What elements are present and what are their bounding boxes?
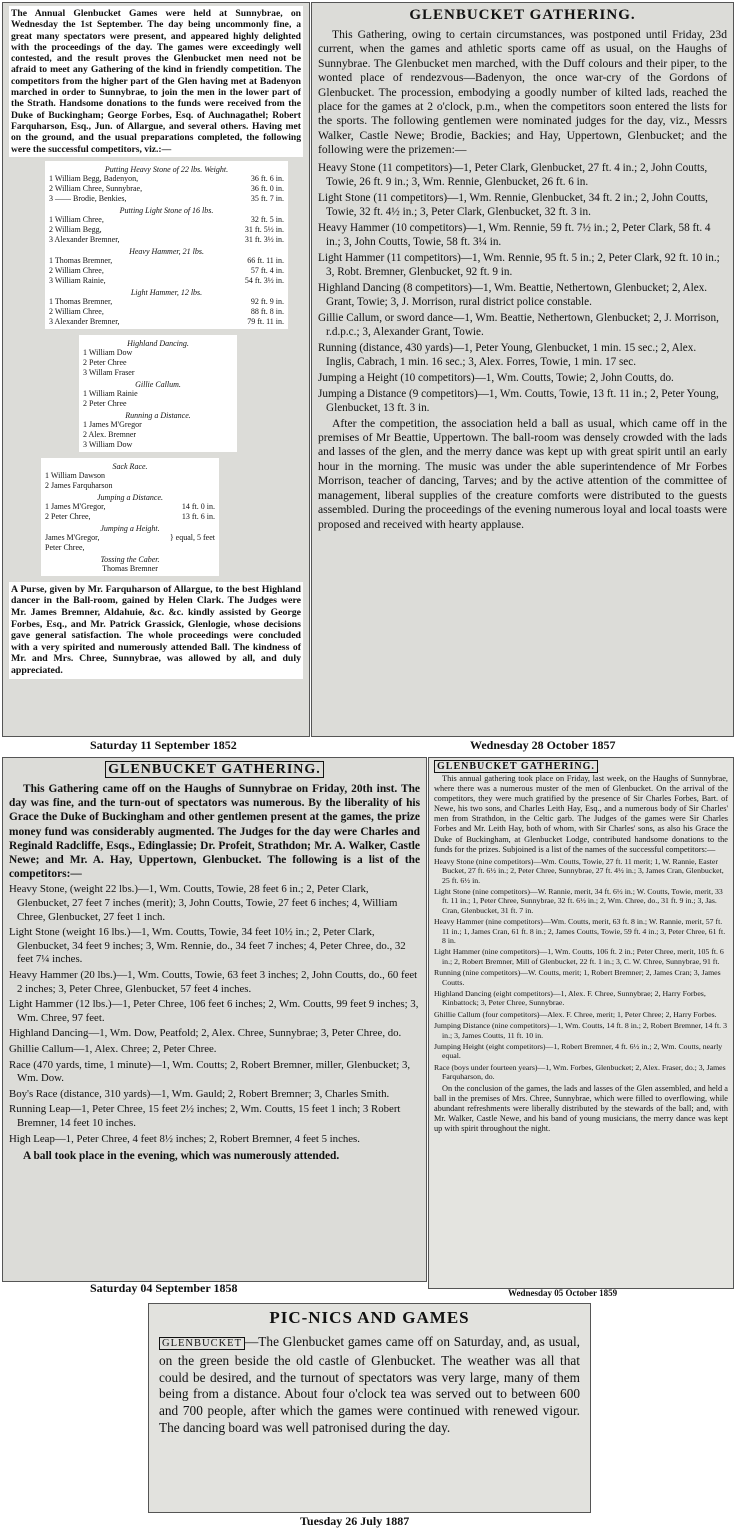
article-1887-text: —The Glenbucket games came off on Saturday, and, as usual, on the green beside the old castle of Glenbucket. The weather was all that could be desired, and the turnout of spectators was very large, many of them being from a distance. About four o'clock tea was served out to between 600 and 700 people, after which the games were continued with renewed vigour. The dancing board was well patronised during the day. xyxy=(159,1334,580,1435)
list-item: 1 William Dawson xyxy=(45,470,105,480)
result-entry: Running (nine competitors)—W. Coutts, merit; 1, Robert Bremner; 2, James Cran; 3, James Coutts. xyxy=(434,968,721,987)
result-entry: Running Leap—1, Peter Chree, 15 feet 2½ inches; 2, Wm. Coutts, 15 feet 1 inch; 3 Robert Bremner, 14 feet 10 inches. xyxy=(9,1103,401,1129)
result-entry: Light Hammer (12 lbs.)—1, Peter Chree, 106 feet 6 inches; 2, Wm. Coutts, 99 feet 9 inches; 3, Wm. Chree, 97 feet. xyxy=(9,998,419,1024)
result-entry: Light Stone (weight 16 lbs.)—1, Wm. Coutts, Towie, 34 feet 10½ in.; 2, Peter Clark, Glenbucket, 34 feet 9 inches; 3, Wm. Rennie, do., 34 feet 7 inches; 4, Peter Chree, do., 32 feet 7¼ inches. xyxy=(9,926,406,966)
article-1852-intro: The Annual Glenbucket Games were held at Sunnybrae, on Wednesday the 1st September. The day being uncommonly fine, a great many spectators were present, and appeared highly delighted with the proceedings of the day. The games were exceedingly well contested, and the result proves the Glenbucket men need not be afraid to meet any Gathering of the kind in friendly competition. The competitors from the higher part of the Glen having met at Badenyon marched in order to Sunnybrae, to join the men in the lower part of the Strath. Handsome donations to the funds were received from the Duke of Buckingham; George Forbes, Esq. of Auchnagathel; Robert Farquharson, Esq., Jun. of Allargue, and several others. Having met on the ground, and the usual preparations completed, the following were the successful competitors, viz.:— xyxy=(9,6,303,157)
result-row: 1 Thomas Bremner, 66 ft. 11 in. xyxy=(49,255,284,265)
list-item: 3 William Dow xyxy=(83,439,133,449)
results-list-1857 xyxy=(318,161,727,415)
event-title: Light Hammer, 12 lbs. xyxy=(130,287,203,297)
list-item: 1 William Dow xyxy=(83,347,133,357)
results-panel-1852 xyxy=(45,161,288,329)
result-row: 3 Alexander Bremner, 79 ft. 11 in. xyxy=(49,316,284,326)
event-title: Putting Heavy Stone of 22 lbs. Weight. xyxy=(104,164,229,174)
event-title: Jumping a Distance. xyxy=(97,492,163,502)
result-row: 2 William Chree, 88 ft. 8 in. xyxy=(49,306,284,316)
result-entry: Race (470 yards, time, 1 minute)—1, Wm. Coutts; 2, Robert Bremner, miller, Glenbucket; 3, Wm. Dow. xyxy=(9,1058,411,1085)
event-heavy-stone-1852 xyxy=(49,165,284,204)
article-1858-title xyxy=(9,762,420,778)
article-1859-outro: On the conclusion of the games, the lads and lasses of the Glen assembled, and held a ball in the premises of Mrs. Chree, Sunnybrae, which were filled to overflowing, while abundant refreshments were liberally distributed by the stewards of the ball; and, with Mr. Walker, Castle Newe, and his band of young musicians, the merry dance was kept up with spirit throughout the night. xyxy=(434,1083,728,1134)
list-item: 3 Willam Fraser xyxy=(83,367,135,377)
result-entry: Jumping Distance (nine competitors)—1, Wm. Coutts, 14 ft. 8 in.; 2, Robert Bremner, 14 ft. 3 in.; 3, James Coutts, 11 ft. 10 in. xyxy=(434,1021,727,1040)
result-entry: Ghillie Callum—1, Alex. Chree; 2, Peter Chree. xyxy=(9,1042,217,1055)
event-title: Gillie Callum. xyxy=(135,379,181,389)
result-entry: Heavy Hammer (20 lbs.)—1, Wm. Coutts, Towie, 63 feet 3 inches; 2, John Coutts, do., 60 feet 2 inches; 3, Peter Chree, Glenbucket, 57 feet 4 inches. xyxy=(9,968,418,995)
list-item: 1 William Rainie xyxy=(83,388,138,398)
article-1887-title: PIC-NICS AND GAMES xyxy=(269,1308,470,1327)
result-row: 3 Alexander Bremner, 31 ft. 3½ in. xyxy=(49,234,284,244)
article-1859-title xyxy=(434,761,728,772)
highlight-box: GLENBUCKET GATHERING. xyxy=(434,760,598,773)
result-row: 3 —— Brodie, Benkies, 35 ft. 7 in. xyxy=(49,193,284,203)
result-row: 2 William Chree, Sunnybrae, 36 ft. 0 in. xyxy=(49,183,284,193)
list-item: 2 James Farquharson xyxy=(45,480,113,490)
result-entry: High Leap—1, Peter Chree, 4 feet 8½ inches; 2, Robert Bremner, 4 feet 5 inches. xyxy=(9,1132,360,1145)
article-1887-lead: GLENBUCKET xyxy=(159,1337,245,1350)
caption-1858: Saturday 04 September 1858 xyxy=(90,1281,238,1295)
caption-1857: Wednesday 28 October 1857 xyxy=(470,738,616,752)
result-entry: Heavy Stone (nine competitors)—Wm. Coutts, Towie, 27 ft. 11 merit; 1, W. Rannie, Easter Bucket, 27 ft. 6½ in.; 2, Peter Chree, Sunnybrae, 27 ft. 4½ in.; 3, James Cran, Glenbucket, 25 ft. 6½ in. xyxy=(434,856,724,885)
result-entry: Ghillie Callum (four competitors)—Alex. F. Chree, merit; 1, Peter Chree; 2, Harry Forbes. xyxy=(434,1009,717,1019)
event-light-stone-1852 xyxy=(49,206,284,245)
result-entry: Light Hammer (nine competitors)—1, Wm. Coutts, 106 ft. 2 in.; Peter Chree, merit, 105 ft. 6 in.; 2, Robert Bremner, Mill of Glenbucket, 22 ft. 1 in.; 3, C. W. Chree, Sunnybrae, 91 ft. xyxy=(434,947,724,966)
result-row: 1 William Chree, 32 ft. 5 in. xyxy=(49,214,284,224)
event-heavy-hammer-1852 xyxy=(49,247,284,286)
result-entry: Heavy Stone (11 competitors)—1, Peter Clark, Glenbucket, 27 ft. 4 in.; 2, John Coutts, Towie, 26 ft. 9 in.; 3, Wm. Rennie, Glenbucket, 26 ft. 6 in. xyxy=(318,161,708,188)
result-row: 2 William Chree, 57 ft. 4 in. xyxy=(49,265,284,275)
article-1857-title: GLENBUCKET GATHERING. xyxy=(409,7,636,23)
event-title: Putting Light Stone of 16 lbs. xyxy=(119,205,214,215)
result-row: James M'Gregor, } equal, 5 feet xyxy=(45,532,215,542)
result-row: Peter Chree, xyxy=(45,542,85,552)
article-1858-intro: This Gathering came off on the Haughs of Sunnybrae on Friday, 20th inst. The day was fine, and the turn-out of spectators was numerous. By the liberality of his Grace the Duke of Buckingham and other gentlemen present at the games, the prize money fund was considerably augmented. The Judges for the day were Charles and Reginald Radcliffe, Esqs., Edinglassie; Dr. Profeit, Strathdon; Mr. A. Walker, Castle Newe; and Mr. A. Hay, Uppertown, Glenbucket. The following is a list of the competitors:— xyxy=(9,783,420,881)
event-title: Sack Race. xyxy=(112,461,148,471)
event-title: Heavy Hammer, 21 lbs. xyxy=(129,246,204,256)
article-1887-body xyxy=(159,1334,580,1437)
result-row: 1 James M'Gregor, 14 ft. 0 in. xyxy=(45,501,215,511)
result-entry: Heavy Hammer (nine competitors)—Wm. Coutts, merit, 63 ft. 8 in.; W. Rannie, merit, 57 ft. 11 in.; 1, James Cran, 61 ft. 8 in.; 2, James Coutts, Towie, 59 ft. 4 in.; 3, Peter Chree, 61 ft. 8 in. xyxy=(434,917,726,945)
clipping-1859 xyxy=(428,757,734,1289)
list-item: 2 Peter Chree xyxy=(83,357,127,367)
result-entry: Gillie Callum, or sword dance—1, Wm. Beattie, Nethertown, Glenbucket; 2, J. Morrison, r.d.p.c.; 3, Alexander Grant, Towie. xyxy=(318,311,719,338)
result-entry: Boy's Race (distance, 310 yards)—1, Wm. Gauld; 2, Robert Bremner; 3, Charles Smith. xyxy=(9,1087,390,1100)
result-entry: Race (boys under fourteen years)—1, Wm. Forbes, Glenbucket; 2, Alex. Fraser, do.; 3, James Farquharson, do. xyxy=(434,1062,726,1082)
article-1858-outro: A ball took place in the evening, which was numerously attended. xyxy=(23,1150,340,1163)
clipping-1852 xyxy=(2,2,310,737)
result-entry: Jumping Height (eight competitors)—1, Robert Bremner, 4 ft. 6½ in.; 2, Wm. Coutts, nearly equal. xyxy=(434,1042,723,1061)
article-1859-intro: This annual gathering took place on Friday, last week, on the Haughs of Sunnybrae, where there was a numerous muster of the men of Glenbucket. On the arrival of the competitors, they were much gratified by the presence of Sir Charles Forbes, Bart. of Newe, his two sons, and Charles Leith Hay, Esq., and a numerous body of Sir Charles' men from Strathdon, in the Celtic garb. The Judges of the games were Sir Charles Forbes and Mr. Leith Hay, both of whom, with Sir Charles' sons, as also his Grace the Duke of Buckingham, at Glenbucket Lodge, contributed handsome donations to the funds for the prizes. Subjoined is a list of the names of the successful competitors:— xyxy=(434,774,728,854)
article-1852-outro: A Purse, given by Mr. Farquharson of Allargue, to the best Highland dancer in the Ball-room, gained by Helen Clark. The Judges were Mr. James Bremner, Aldahuie, &c. &c. kindly assisted by George Forbes, Esq., and Mr. Patrick Grassick, Glenlogie, whose decisions gave general satisfaction. The whole proceedings were concluded with a very spirited and numerously attended Ball. The kindness of Mr. and Mrs. Chree, Sunnybrae, was allowed by all, and duly appreciated. xyxy=(9,582,303,679)
result-entry: Heavy Hammer (10 competitors)—1, Wm. Rennie, 59 ft. 7½ in.; 2, Peter Clark, 58 ft. 4 in.; 3, John Coutts, Towie, 58 ft. 3¼ in. xyxy=(318,221,711,248)
article-1857-intro: This Gathering, owing to certain circumstances, was postponed until Friday, 23d current, when the games and athletic sports came off as usual, on the Haughs of Sunnybrae. The Glenbucket men marched, with the Duff colours and their piper, to the wonted place of rendezvous—Badenyon, the once war-cry of the Gordons of Glenbucket. The procession, embodying a goodly number of kilted lads, reached the place for the games at 2 o'clock, p.m., when the competitors soon entered the lists for the sports. The following gentlemen were nominated judges for the day, viz., Messrs Walker, Castle Newe; Brodie, Backies; and Hay, Uppertown, Glenbucket; and the following were the prizemen:— xyxy=(318,28,727,157)
result-entry: Light Stone (11 competitors)—1, Wm. Rennie, Glenbucket, 34 ft. 2 in.; 2, John Coutts, Towie, 32 ft. 4½ in.; 3, Peter Clark, Glenbucket, 32 ft. 3 in. xyxy=(318,191,708,218)
event-title: Highland Dancing. xyxy=(127,338,189,348)
result-entry: Highland Dancing (eight competitors)—1, Alex. F. Chree, Sunnybrae; 2, Harry Forbes, Kinbattock; 3, Peter Chree, Sunnybrae. xyxy=(434,989,706,1008)
caption-1887: Tuesday 26 July 1887 xyxy=(300,1514,410,1528)
list-item: Thomas Bremner xyxy=(102,563,158,573)
caption-1852: Saturday 11 September 1852 xyxy=(90,738,237,752)
list-item: 2 Peter Chree xyxy=(83,398,127,408)
result-row: 1 William Begg, Badenyon, 36 ft. 6 in. xyxy=(49,173,284,183)
event-title: Jumping a Height. xyxy=(100,523,160,533)
list-item: 2 Alex. Bremner xyxy=(83,429,137,439)
event-title: Tossing the Caber. xyxy=(100,554,160,564)
clipping-1887 xyxy=(148,1303,591,1513)
clipping-1858 xyxy=(2,757,427,1282)
highlight-box: GLENBUCKET GATHERING. xyxy=(105,761,324,778)
result-entry: Jumping a Distance (9 competitors)—1, Wm. Coutts, Towie, 13 ft. 11 in.; 2, Peter Young, Glenbucket, 13 ft. 3 in. xyxy=(318,387,719,414)
result-entry: Jumping a Height (10 competitors)—1, Wm. Coutts, Towie; 2, John Coutts, do. xyxy=(318,371,674,384)
event-light-hammer-1852 xyxy=(49,288,284,327)
result-row: 2 William Begg, 31 ft. 5½ in. xyxy=(49,224,284,234)
article-1857-outro: After the competition, the association held a ball as usual, which came off in the premises of Mr Beattie, Uppertown. The ball-room was densely crowded with the lads and lasses of the glen, and the merry dance was kept up with great spirit until an early hour in the morning. The music was under the able superintendence of Mr Forbes Morrison, teacher of dancing, Tarves; and by the active attention of the committee of management, liberal supplies of the creature comforts were distributed to the guests assembled. During the proceedings of the evening numerous loyal and local toasts were proposed and received with hearty applause. xyxy=(318,416,727,531)
result-entry: Highland Dancing (8 competitors)—1, Wm. Beattie, Nethertown, Glenbucket; 2, Alex. Grant, Towie; 3, J. Morrison, rural district police constable. xyxy=(318,281,708,308)
clipping-1857 xyxy=(311,2,734,737)
result-row: 3 William Rainie, 54 ft. 3½ in. xyxy=(49,275,284,285)
result-entry: Light Stone (nine competitors)—W. Rannie, merit, 34 ft. 6½ in.; W. Coutts, Towie, merit, 33 ft. 11 in.; 1, Peter Chree, Sunnybrae, 32 ft. 6½ in.; 2, Wm. Chree, do., 31 ft. 9 in.; 3, Jas. Cran, Glenbucket, 31 ft. 7 in. xyxy=(434,886,723,915)
results-list-1858 xyxy=(9,883,420,1146)
list-item: 1 James M'Gregor xyxy=(83,419,142,429)
result-row: 2 Peter Chree, 13 ft. 6 in. xyxy=(45,511,215,521)
caption-1859: Wednesday 05 October 1859 xyxy=(508,1288,618,1298)
result-entry: Highland Dancing—1, Wm. Dow, Peatfold; 2, Alex. Chree, Sunnybrae; 3, Peter Chree, do. xyxy=(9,1027,402,1040)
results-list-1859 xyxy=(434,857,728,1082)
dance-panel-1852 xyxy=(79,335,237,452)
result-entry: Heavy Stone, (weight 22 lbs.)—1, Wm. Coutts, Towie, 28 feet 6 in.; 2, Peter Clark, Glenbucket, 27 feet 7 inches (merit); 3, John Coutts, Towie, 27 feet 6 inches; 4, William Chree, Glenbucket, 27 feet 1 inch. xyxy=(9,883,398,923)
result-entry: Light Hammer (11 competitors)—1, Wm. Rennie, 95 ft. 5 in.; 2, Peter Clark, 92 ft. 10 in.; 3, Robt. Bremner, Glenbucket, 92 ft. 9 in. xyxy=(318,251,720,278)
result-row: 1 Thomas Bremner, 92 ft. 9 in. xyxy=(49,296,284,306)
event-title: Running a Distance. xyxy=(125,410,191,420)
result-entry: Running (distance, 430 yards)—1, Peter Young, Glenbucket, 1 min. 15 sec.; 2, Alex. Inglis, Cabrach, 1 min. 16 sec.; 3, Alex. Forres, Towie, 1 min. 17 sec. xyxy=(318,341,697,368)
misc-panel-1852 xyxy=(41,458,219,576)
